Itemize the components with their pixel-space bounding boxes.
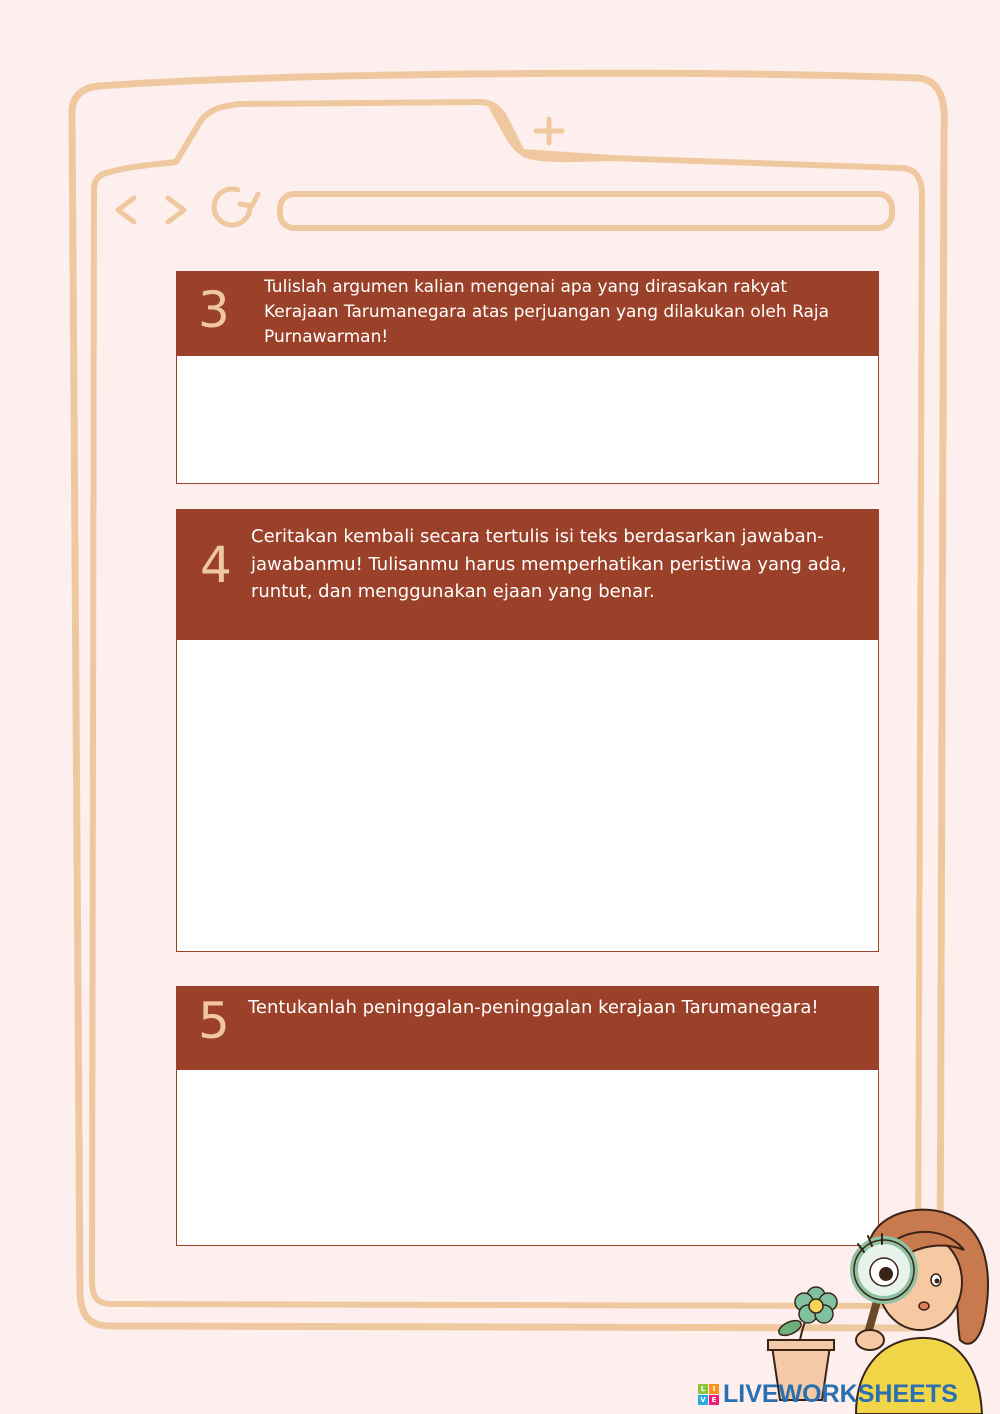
question-header (176, 271, 879, 356)
logo-letter: V (698, 1395, 708, 1405)
question-text: Ceritakan kembali secara tertulis isi teks berdasarkan jawaban-jawabanmu! Tulisanmu harus memperhatikan peristiwa yang ada, runtut, dan menggunakan ejaan yang benar. (251, 526, 847, 602)
logo-letter: L (698, 1384, 708, 1394)
logo-letter: I (709, 1384, 719, 1394)
question-3 (176, 271, 879, 484)
liveworksheets-brand (698, 1378, 958, 1410)
logo-letter: E (709, 1395, 719, 1405)
question-number: 3 (198, 281, 230, 339)
liveworksheets-logo-icon (698, 1384, 719, 1405)
plus-icon[interactable] (536, 119, 562, 143)
reload-icon[interactable] (214, 189, 258, 225)
question-header (176, 509, 879, 640)
question-text: Tentukanlah peninggalan-peninggalan kerajaan Tarumanegara! (248, 997, 819, 1018)
question-4 (176, 509, 879, 952)
address-bar[interactable] (280, 194, 892, 228)
chevron-left-icon[interactable] (118, 198, 134, 222)
question-number: 4 (200, 536, 232, 594)
answer-field[interactable] (176, 640, 879, 952)
question-number: 5 (198, 992, 230, 1050)
question-text: Tulislah argumen kalian mengenai apa yang dirasakan rakyat Kerajaan Tarumanegara atas perjuangan yang dilakukan oleh Raja Purnawarman! (264, 277, 830, 347)
answer-field[interactable] (176, 356, 879, 484)
liveworksheets-wordmark: LIVEWORKSHEETS (723, 1379, 958, 1408)
question-header (176, 986, 879, 1070)
chevron-right-icon[interactable] (168, 198, 184, 222)
